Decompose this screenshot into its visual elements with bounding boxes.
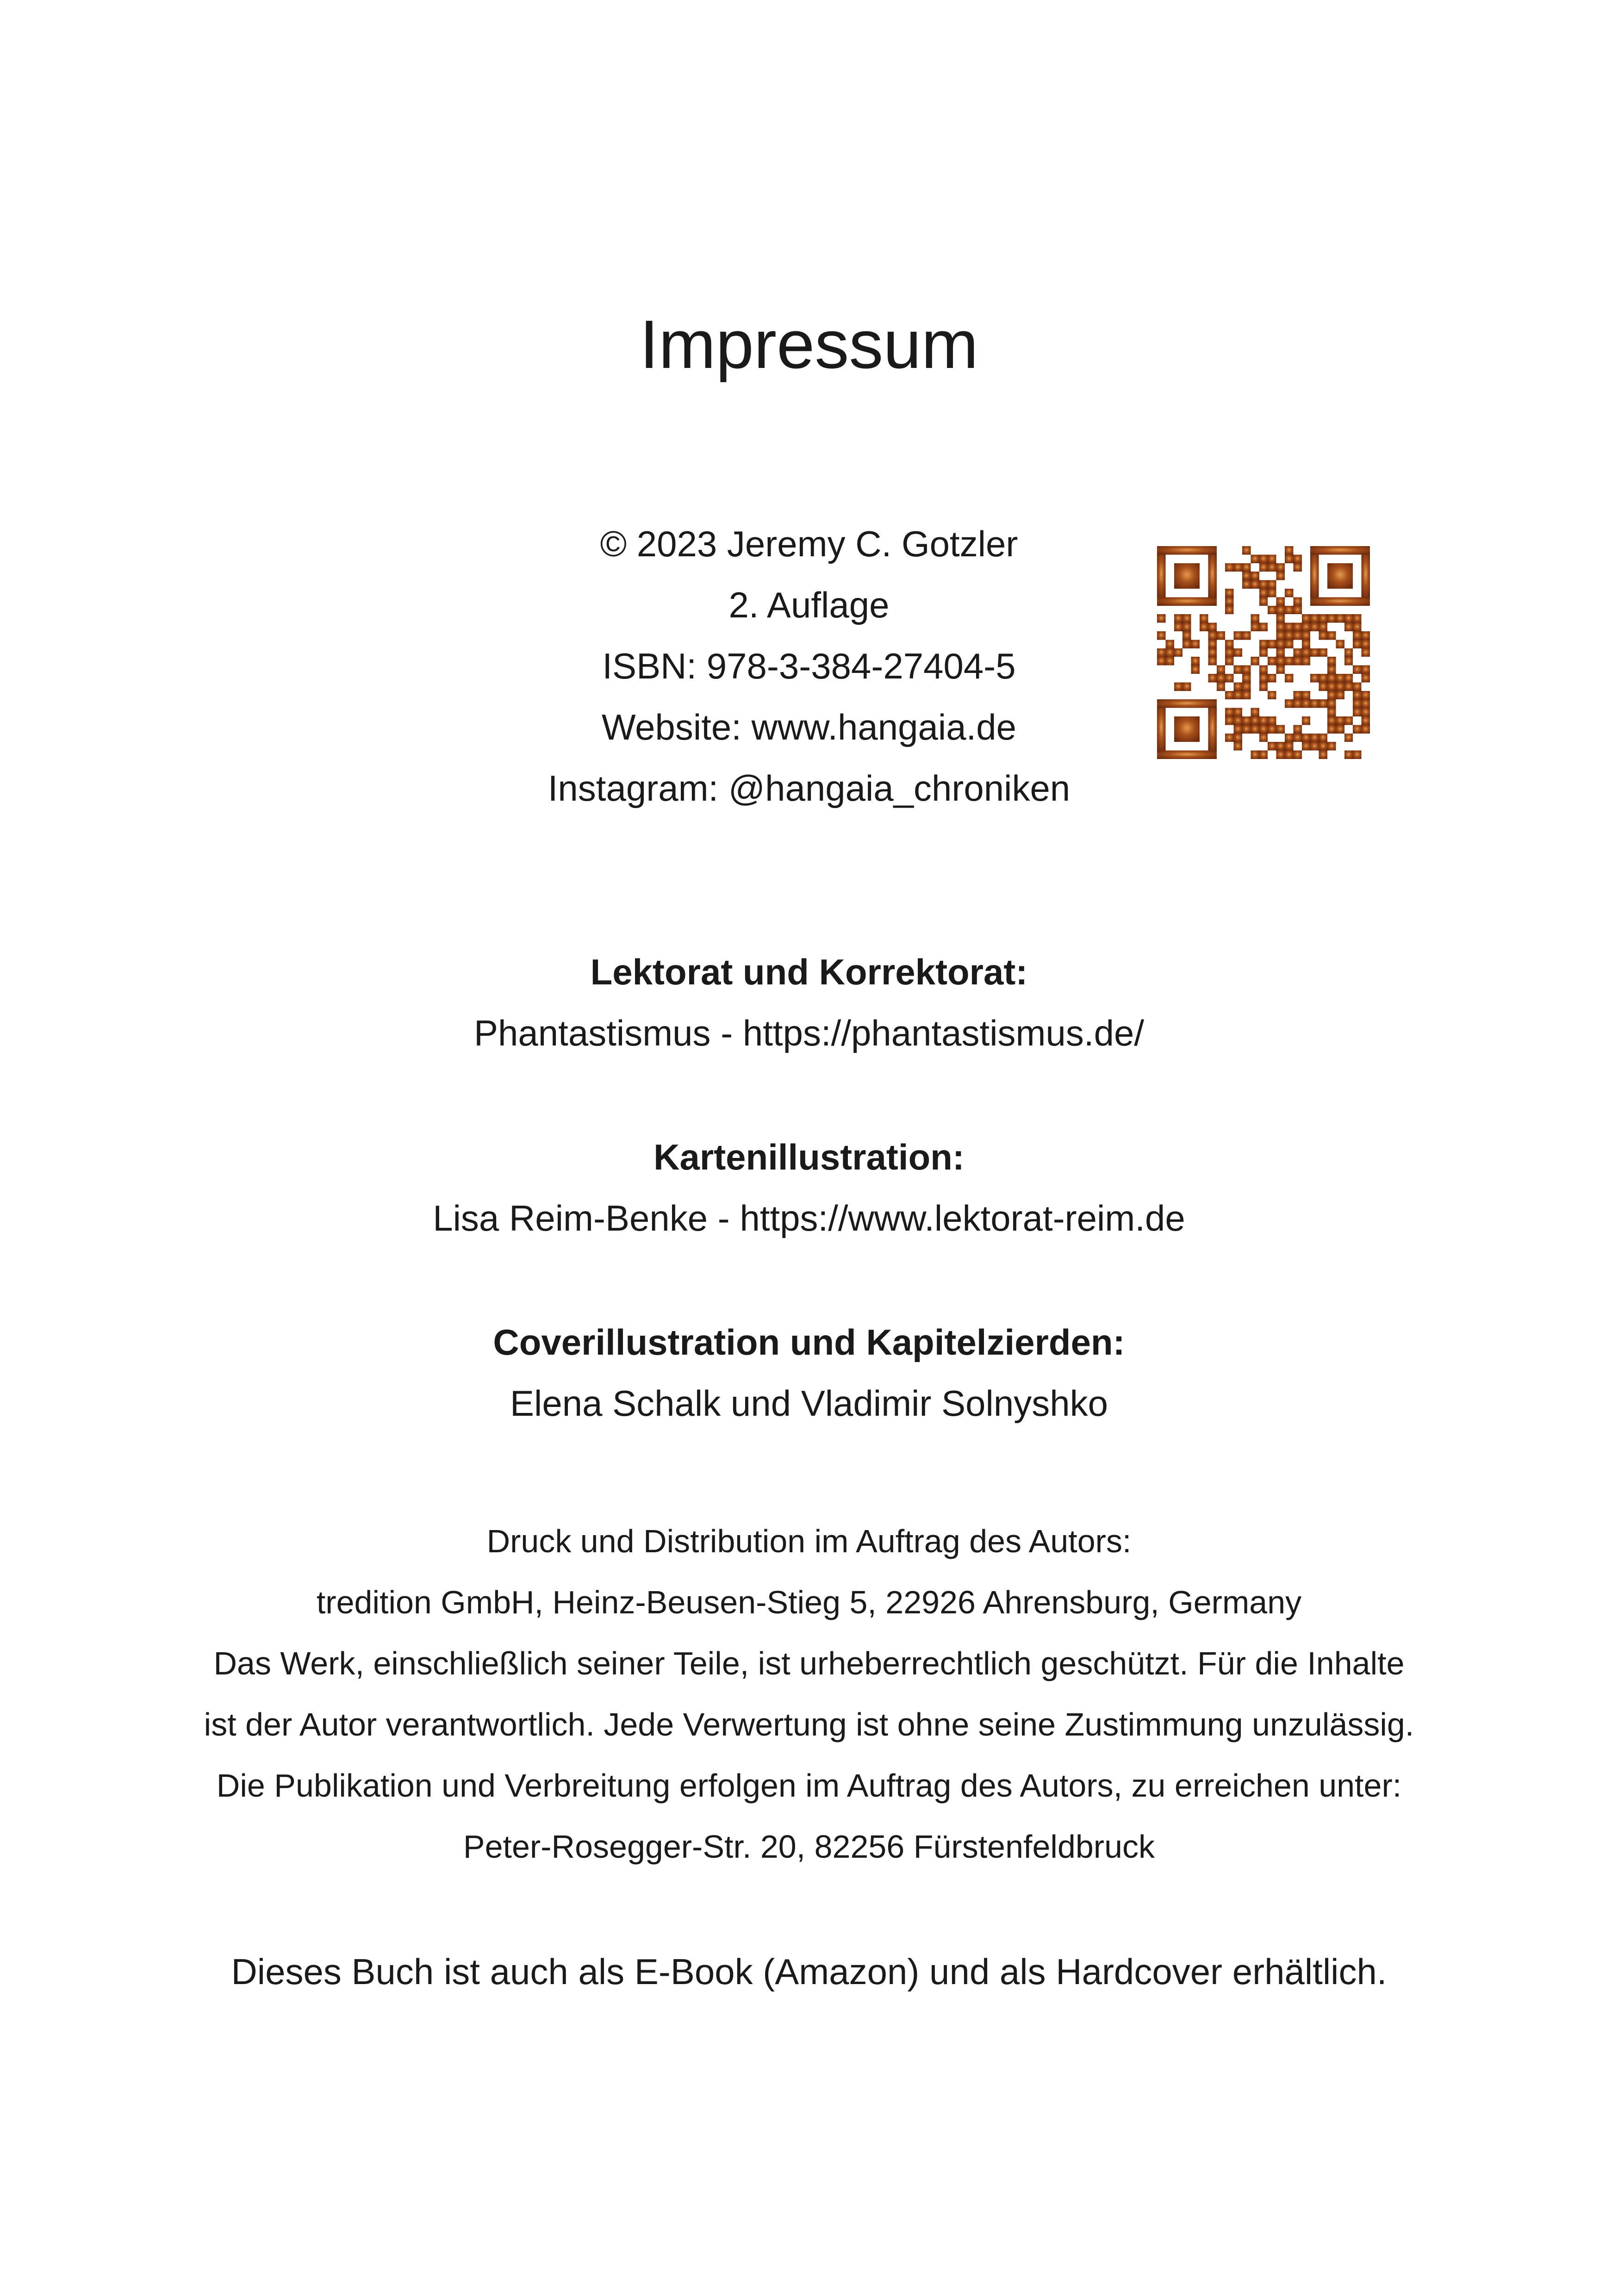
qr-module [1344,614,1353,622]
qr-module [1344,682,1353,691]
qr-module [1234,742,1242,750]
copyright-line: © 2023 Jeremy C. Gotzler [600,523,1018,564]
qr-module [1353,640,1361,648]
qr-module [1327,691,1336,699]
qr-module [1310,597,1370,605]
qr-module [1327,631,1336,640]
qr-module [1344,674,1353,682]
credit-value-karten[interactable]: Lisa Reim-Benke - https://www.lektorat-reim.de [433,1198,1185,1238]
instagram-line[interactable]: Instagram: @hangaia_chroniken [548,768,1070,809]
qr-module [1276,597,1285,605]
qr-module [1302,614,1310,622]
credit-value-cover: Elena Schalk und Vladimir Solnyshko [510,1383,1108,1424]
qr-module [1310,674,1319,682]
qr-module [1293,623,1301,631]
qr-module [1157,657,1165,665]
qr-module [1293,734,1301,742]
qr-module [1242,563,1251,572]
qr-module [1344,657,1353,665]
qr-module [1268,716,1276,725]
legal-line-4: ist der Autor verantwortlich. Jede Verwertung ist ohne seine Zustimmung unzulässig. [204,1706,1414,1742]
qr-module [1174,716,1200,742]
qr-module [1302,716,1310,725]
qr-module [1165,657,1174,665]
qr-module [1276,563,1285,572]
qr-module [1336,674,1344,682]
qr-module [1344,648,1353,657]
qr-module [1208,648,1216,657]
qr-module [1259,580,1268,589]
legal-line-3: Das Werk, einschließlich seiner Teile, ist urheberrechtlich geschützt. Für die Inhalte [213,1645,1405,1681]
qr-module [1268,563,1276,572]
qr-module [1259,597,1268,605]
qr-module [1362,716,1370,725]
qr-module [1353,614,1361,622]
qr-module [1276,614,1285,622]
qr-module [1157,631,1165,640]
qr-module [1293,554,1301,563]
qr-module [1327,725,1336,733]
qr-module [1353,725,1361,733]
qr-module [1217,631,1225,640]
qr-module [1276,725,1285,733]
qr-module [1242,725,1251,733]
qr-module [1234,631,1242,640]
qr-module [1302,699,1310,708]
qr-module [1362,674,1370,682]
qr-module [1225,648,1233,657]
qr-module [1327,682,1336,691]
qr-module [1336,640,1344,648]
qr-module [1302,640,1310,648]
qr-module [1276,623,1285,631]
qr-module [1208,708,1216,751]
qr-module [1336,725,1344,733]
qr-module [1319,631,1327,640]
qr-module [1208,674,1216,682]
qr-module [1225,708,1233,716]
qr-module [1310,734,1319,742]
qr-module [1225,589,1233,597]
qr-module [1217,674,1225,682]
qr-module [1285,623,1293,631]
legal-line-1: Druck und Distribution im Auftrag des Autors: [486,1523,1132,1559]
qr-module [1327,742,1336,750]
qr-module [1259,640,1268,648]
qr-module [1165,640,1174,648]
legal-line-2: tredition GmbH, Heinz-Beusen-Stieg 5, 22926 Ahrensburg, Germany [316,1584,1302,1620]
qr-module [1259,554,1268,563]
legal-line-6: Peter-Rosegger-Str. 20, 82256 Fürstenfeldbruck [463,1829,1155,1865]
qr-module [1157,546,1217,554]
qr-module [1251,614,1259,622]
qr-module [1157,648,1165,657]
qr-module [1174,623,1182,631]
qr-module [1285,554,1293,563]
qr-module [1276,572,1285,580]
qr-module [1293,699,1301,708]
qr-code-icon [1157,546,1370,759]
qr-module [1259,563,1268,572]
qr-module [1285,674,1293,682]
qr-module [1251,751,1259,759]
qr-module [1157,708,1165,751]
qr-module [1234,734,1242,742]
qr-module [1251,725,1259,733]
qr-module [1259,666,1268,674]
qr-module [1174,614,1182,622]
qr-module [1157,597,1217,605]
qr-module [1327,614,1336,622]
qr-module [1319,682,1327,691]
qr-module [1268,657,1276,665]
qr-module [1208,554,1216,597]
qr-module [1302,691,1310,699]
credit-value-lektorat[interactable]: Phantastismus - https://phantastismus.de/ [473,1013,1145,1053]
qr-module [1293,725,1301,733]
qr-module [1208,640,1216,648]
qr-module [1225,716,1233,725]
qr-module [1302,742,1310,750]
qr-module [1362,648,1370,657]
qr-module [1362,708,1370,716]
qr-module [1242,691,1251,699]
qr-module [1259,725,1268,733]
qr-module [1174,563,1200,589]
qr-module [1319,699,1327,708]
qr-module [1293,657,1301,665]
qr-module [1276,657,1285,665]
qr-module [1251,572,1259,580]
qr-module [1276,648,1285,657]
qr-module [1268,589,1276,597]
qr-module [1310,742,1319,750]
qr-module [1225,563,1233,572]
qr-module [1353,623,1361,631]
qr-module [1276,631,1285,640]
qr-module [1268,640,1276,648]
qr-module [1251,623,1259,631]
qr-module [1259,623,1268,631]
qr-module [1251,657,1259,665]
qr-module [1191,640,1200,648]
qr-module [1276,751,1285,759]
qr-module [1293,606,1301,614]
qr-module [1157,614,1165,622]
qr-module [1336,691,1344,699]
qr-module [1217,682,1225,691]
qr-module [1225,640,1233,648]
qr-module [1302,734,1310,742]
qr-module [1353,699,1361,708]
qr-module [1362,725,1370,733]
qr-module [1259,674,1268,682]
qr-module [1225,674,1233,682]
qr-module [1251,708,1259,716]
qr-module [1362,666,1370,674]
qr-module [1319,751,1327,759]
qr-module [1319,623,1327,631]
qr-module [1234,682,1242,691]
qr-module [1242,674,1251,682]
qr-module [1362,691,1370,699]
qr-module [1285,657,1293,665]
qr-module [1285,699,1293,708]
qr-module [1259,682,1268,691]
qr-module [1310,546,1370,554]
qr-module [1191,666,1200,674]
qr-module [1182,623,1191,631]
qr-module [1310,554,1319,597]
qr-module [1285,640,1293,648]
qr-module [1182,682,1191,691]
credit-heading-cover: Coverillustration und Kapitelzierden: [493,1322,1125,1363]
qr-module [1242,546,1251,554]
qr-module [1259,648,1268,657]
qr-module [1234,725,1242,733]
qr-module [1157,751,1217,759]
qr-module [1353,691,1361,699]
qr-module [1362,554,1370,597]
qr-module [1344,716,1353,725]
qr-module [1327,674,1336,682]
availability-note: Dieses Buch ist auch als E-Book (Amazon) und als Hardcover erhältlich. [231,1951,1387,1992]
website-line[interactable]: Website: www.hangaia.de [601,707,1017,747]
qr-module [1200,614,1208,622]
qr-module [1285,751,1293,759]
qr-module [1285,546,1293,554]
qr-module [1217,666,1225,674]
page-title: Impressum [640,306,978,383]
qr-module [1234,708,1242,716]
qr-module [1225,691,1233,699]
qr-module [1293,631,1301,640]
qr-module [1327,716,1336,725]
qr-module [1200,623,1208,631]
qr-module [1276,606,1285,614]
qr-module [1327,563,1353,589]
qr-module [1191,657,1200,665]
qr-module [1336,716,1344,725]
qr-module [1208,657,1216,665]
qr-module [1353,708,1361,716]
qr-module [1302,631,1310,640]
qr-module [1344,734,1353,742]
qr-module [1268,742,1276,750]
qr-module [1353,631,1361,640]
qr-module [1268,725,1276,733]
qr-module [1234,666,1242,674]
qr-module [1259,751,1268,759]
qr-module [1251,554,1259,563]
qr-module [1276,742,1285,750]
qr-module [1319,648,1327,657]
qr-module [1362,631,1370,640]
qr-module [1157,699,1217,708]
qr-module [1344,751,1353,759]
qr-module [1302,623,1310,631]
qr-module [1182,640,1191,648]
qr-module [1302,648,1310,657]
qr-module [1319,742,1327,750]
qr-module [1234,716,1242,725]
qr-module [1362,640,1370,648]
qr-module [1353,751,1361,759]
qr-module [1242,666,1251,674]
qr-module [1336,614,1344,622]
qr-module [1234,648,1242,657]
qr-module [1225,657,1233,665]
qr-module [1353,666,1361,674]
qr-module [1225,597,1233,605]
qr-module [1225,734,1233,742]
qr-module [1293,691,1301,699]
qr-module [1157,554,1165,597]
qr-module [1285,631,1293,640]
qr-module [1174,648,1182,657]
qr-module [1165,648,1174,657]
qr-module [1353,682,1361,691]
qr-module [1251,580,1259,589]
qr-module [1208,623,1216,631]
qr-module [1268,674,1276,682]
qr-module [1182,614,1191,622]
qr-module [1327,699,1336,708]
qr-module [1285,734,1293,742]
qr-module [1285,606,1293,614]
qr-module [1182,631,1191,640]
credit-heading-karten: Kartenillustration: [653,1137,965,1177]
qr-module [1234,691,1242,699]
qr-module [1319,614,1327,622]
qr-module [1302,657,1310,665]
qr-module [1259,734,1268,742]
qr-module [1285,589,1293,597]
qr-module [1319,734,1327,742]
qr-module [1293,751,1301,759]
qr-module [1276,640,1285,648]
qr-module [1259,589,1268,597]
qr-module [1293,597,1301,605]
qr-module [1285,742,1293,750]
qr-module [1293,648,1301,657]
qr-module [1234,563,1242,572]
qr-module [1310,623,1319,631]
credit-heading-lektorat: Lektorat und Korrektorat: [590,952,1028,992]
qr-module [1327,666,1336,674]
edition-line: 2. Auflage [728,585,890,625]
qr-module [1310,699,1319,708]
qr-module [1268,554,1276,563]
qr-module [1242,716,1251,725]
qr-module [1276,666,1285,674]
qr-module [1242,631,1251,640]
qr-module [1208,631,1216,640]
isbn-line: ISBN: 978-3-384-27404-5 [602,646,1016,686]
qr-module [1310,614,1319,622]
qr-module [1310,648,1319,657]
qr-module [1362,699,1370,708]
qr-module [1225,606,1233,614]
qr-module [1268,606,1276,614]
legal-line-5: Die Publikation und Verbreitung erfolgen im Auftrag des Autors, zu erreichen unter: [216,1767,1402,1804]
qr-module [1259,716,1268,725]
qr-module [1251,716,1259,725]
qr-module [1242,682,1251,691]
qr-module [1319,674,1327,682]
qr-module [1268,580,1276,589]
qr-module [1174,682,1182,691]
qr-module [1344,623,1353,631]
qr-module [1293,563,1301,572]
qr-module [1327,708,1336,716]
qr-module [1268,691,1276,699]
qr-module [1242,580,1251,589]
qr-module [1242,572,1251,580]
qr-module [1327,657,1336,665]
qr-module [1336,682,1344,691]
